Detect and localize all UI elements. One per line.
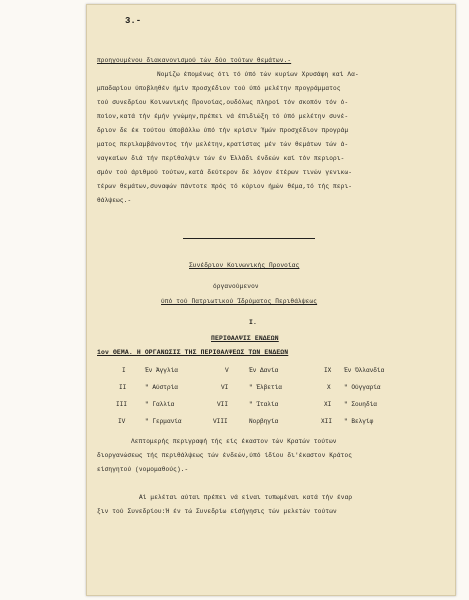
country-numeral: I [122,367,126,374]
country-name: " Αύστρία [145,384,178,391]
section-title: ΠΕΡΙΘΑΛΨΙΣ ΕΝΔΕΩΝ [211,335,279,342]
page-number: 3.- [125,16,142,26]
country-numeral: XII [321,418,332,425]
paragraph1-line: θάλψεως.- [97,197,132,204]
country-name: " Γαλλία [145,401,175,408]
paragraph1-line: τού συνεδρίου Κοινωνικής Προνοίας,ουδόλως πληροί τόν σκοπόν τόν ό- [97,99,349,106]
organizer-line: ύπό τού Πατριωτικού Ίδρύματος Περιθάλψεως [161,298,318,305]
paragraph2-line: είσηγητού (νομομαθούς).- [97,466,189,473]
country-name: " Έλβετία [249,384,282,391]
country-name: Έν Όλλανδία [344,367,385,374]
paragraph3-line: ξιν τού Συνεδρίου:Ή έν τώ Συνεδρίω είσήγησις τών μελετών τούτων [97,508,337,515]
country-numeral: X [327,384,331,391]
country-name: Έν Άγγλία [145,367,178,374]
conference-title: Συνέδριον Κοινωνικής Προνοίας [189,262,300,269]
country-numeral: V [225,367,229,374]
section-roman-numeral: I. [249,319,257,326]
country-name: Έν Δανία [249,367,279,374]
paragraph1-line: ναγκαίων διά τήν περίθαλψιν τών έν Έλλάδι ένδεών καί τόν περιορι- [97,155,345,162]
paragraph1-line: μπαδαρίου ύποβληθέν ήμίν προσχέδιον τού ύπό μελέτην προγράμματος [97,85,341,92]
country-name: " Βελγίφ [344,418,374,425]
paragraph2-line: διοργανώσεως τής περιθάλψεως τών ένδεών,ύπό ίδίου δι'έκαστον Κράτος [97,452,353,459]
paragraph2-line: Λεπτομερής περιγραφή τής είς έκαστον τών Κρατών τούτων [131,438,337,445]
document-page [86,4,456,596]
country-numeral: III [116,401,127,408]
country-numeral: IX [324,367,332,374]
country-name: " Ίταλία [249,401,279,408]
country-numeral: IV [118,418,126,425]
separator-rule [183,238,315,239]
paragraph1-line: ποίον,κατά τήν έμήν γνώμην,πρέπει νά έπιδιώξη τό ύπό μελέτην συνέ- [97,113,349,120]
country-numeral: VII [217,401,228,408]
paragraph1-line: προηγουμένου διακανονισμού τών δύο τούτων θεμάτων.- [97,57,292,64]
country-name: " Σουηδία [344,401,377,408]
country-name: " Γερμανία [145,418,182,425]
country-name: " Ούγγαρία [344,384,381,391]
paragraph3-line: Αί μελέται αύται πρέπει νά είναι τυπωμέναι κατά τήν έναρ [139,494,353,501]
paragraph1-line: σμόν τού άριθμού τούτων,κατά δεύτερον δε λόγον έτέρων τινών γενικω- [97,169,353,176]
country-numeral: VIII [213,418,228,425]
organized-label: όργανούμενον [213,283,259,290]
country-name: Νορβηγία [249,418,279,425]
country-numeral: II [119,384,127,391]
paragraph1-line: Νομίζω έπομένως ότι τό ύπό τών κυρίων Χρυσάφη καί Λα- [157,71,359,78]
theme-line: 1ον ΘΕΜΑ. Η ΟΡΓΑΝΩΣΙΣ ΤΗΣ ΠΕΡΙΘΑΛΨΕΩΣ ΤΩΝ ΕΝΔΕΩΝ [97,349,289,356]
country-numeral: XI [324,401,332,408]
paragraph1-line: τέρων θεμάτων,συναφών πάντοτε πρός τό κύριον ήμών θέμα,τό τής περι- [97,183,353,190]
country-numeral: VI [221,384,229,391]
paragraph1-line: δριον δε έκ τούτου ύποβάλλω ύπό τήν κρίσιν Ύμών προσχέδιον προγράμ [97,127,349,134]
paragraph1-line: ματος περιλαμβάνοντος τήν μελέτην,κρατίστας μέν τών θεμάτων τών ά- [97,141,349,148]
